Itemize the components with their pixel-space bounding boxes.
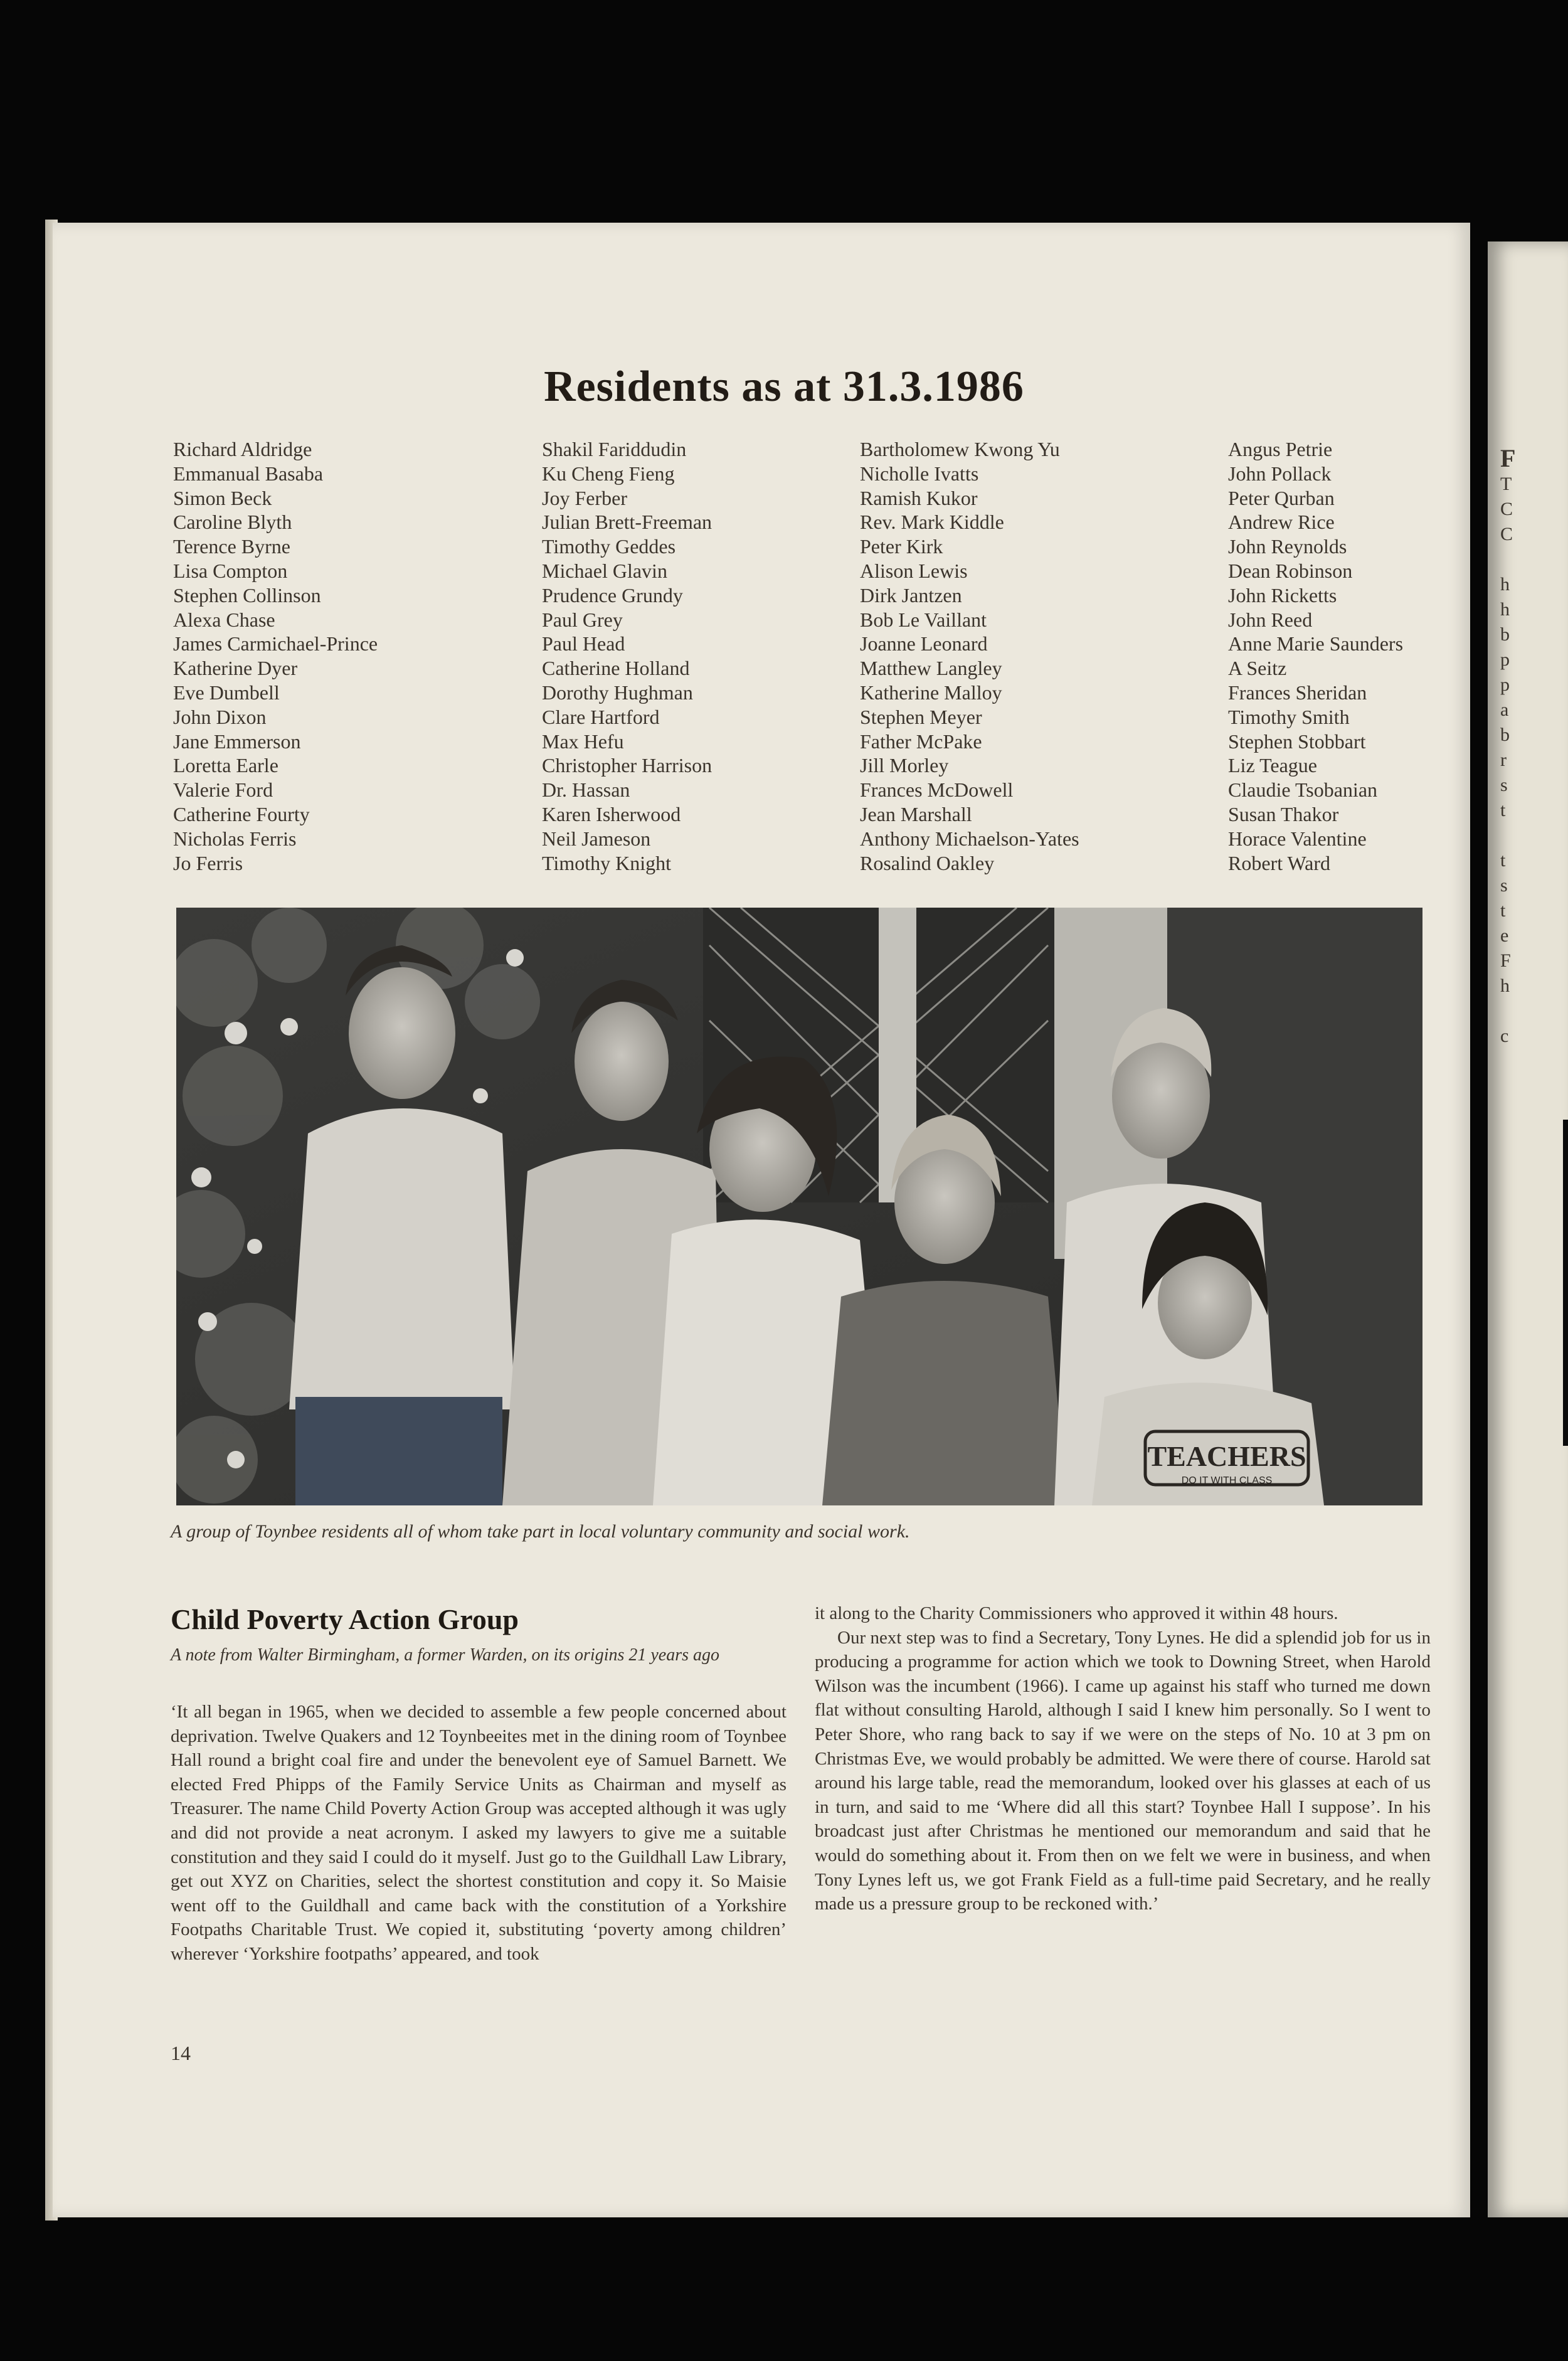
group-photo: [176, 908, 1422, 1505]
resident-name: Liz Teague: [1228, 754, 1317, 777]
resident-name: Catherine Fourty: [173, 802, 310, 825]
adjacent-page-letter: t: [1500, 900, 1506, 921]
resident-name: Alison Lewis: [860, 559, 968, 582]
adjacent-page-letter: b: [1500, 724, 1510, 745]
resident-name: Rev. Mark Kiddle: [860, 511, 1004, 534]
resident-name: Paul Grey: [542, 608, 623, 631]
resident-name: Dr. Hassan: [542, 778, 630, 802]
resident-name: Simon Beck: [173, 486, 272, 509]
adjacent-page-letter: e: [1500, 925, 1509, 946]
resident-name: Max Hefu: [542, 730, 624, 753]
resident-name: Peter Kirk: [860, 535, 943, 558]
resident-name: Robert Ward: [1228, 851, 1331, 874]
resident-name: Clare Hartford: [542, 705, 660, 728]
adjacent-page-letter: s: [1500, 775, 1508, 795]
page-title: Residents as at 31.3.1986: [544, 362, 1024, 411]
resident-name: Neil Jameson: [542, 827, 651, 850]
resident-name: Dean Robinson: [1228, 559, 1353, 582]
resident-name: John Reed: [1228, 608, 1313, 631]
article-column-2: [815, 1601, 1431, 1916]
adjacent-page-letter: s: [1500, 875, 1508, 896]
resident-name: John Dixon: [173, 705, 267, 728]
resident-name: Bob Le Vaillant: [860, 608, 987, 631]
resident-name: Karen Isherwood: [542, 802, 681, 825]
resident-name: Anthony Michaelson-Yates: [860, 827, 1079, 850]
adjacent-page-letter: b: [1500, 624, 1510, 645]
residents-column-1: [173, 437, 499, 875]
adjacent-page-letter: h: [1500, 599, 1510, 620]
adjacent-page-letter: p: [1500, 674, 1510, 695]
adjacent-page-letter: C: [1500, 524, 1513, 544]
resident-name: Richard Aldridge: [173, 438, 312, 460]
resident-name: Dorothy Hughman: [542, 681, 693, 704]
adjacent-page-letter: F: [1500, 950, 1511, 971]
resident-name: John Reynolds: [1228, 535, 1347, 558]
resident-name: Eve Dumbell: [173, 681, 280, 704]
resident-name: Nicholle Ivatts: [860, 462, 979, 485]
resident-name: Stephen Meyer: [860, 705, 982, 728]
resident-name: Frances Sheridan: [1228, 681, 1367, 704]
resident-name: Timothy Geddes: [542, 535, 676, 558]
resident-name: Andrew Rice: [1228, 511, 1335, 534]
adjacent-page-letter: r: [1500, 750, 1507, 770]
adjacent-page-letter: C: [1500, 499, 1513, 519]
resident-name: James Carmichael-Prince: [173, 632, 378, 655]
resident-name: Michael Glavin: [542, 559, 667, 582]
resident-name: Caroline Blyth: [173, 511, 292, 534]
article-subtitle: A note from Walter Birmingham, a former Warden, on its origins 21 years ago: [171, 1645, 720, 1665]
resident-name: Horace Valentine: [1228, 827, 1367, 850]
resident-name: Ramish Kukor: [860, 486, 978, 509]
photo-caption: A group of Toynbee residents all of whom take part in local voluntary community and social work.: [171, 1521, 910, 1542]
article-column-1: [171, 1700, 787, 1966]
shirt-print-text: TEACHERS: [1147, 1440, 1306, 1472]
resident-name: Paul Head: [542, 632, 625, 655]
resident-name: Frances McDowell: [860, 778, 1014, 802]
adjacent-page-letter: T: [1500, 474, 1512, 494]
residents-column-2: [542, 437, 868, 875]
resident-name: A Seitz: [1228, 657, 1287, 680]
resident-name: Anne Marie Saunders: [1228, 632, 1404, 655]
resident-name: Loretta Earle: [173, 754, 278, 777]
adjacent-page-letter: t: [1500, 800, 1506, 820]
resident-name: John Ricketts: [1228, 583, 1337, 607]
page-number: 14: [171, 2042, 191, 2064]
resident-name: Jo Ferris: [173, 851, 243, 874]
adjacent-page-letter: F: [1500, 444, 1516, 472]
adjacent-page-letter: h: [1500, 574, 1510, 595]
resident-name: Catherine Holland: [542, 657, 690, 680]
article-paragraph: Our next step was to find a Secretary, Tony Lynes. He did a splendid job for us in producing a programme for action which we took to Downing Street, when Harold Wilson was the incumbent (1966). I came up against his staff who turned me down flat without consulting Harold, although I said I knew him personally. So I went to Peter Shore, who rang back to say if we were on the steps of No. 10 at 3 pm on Christmas Eve, we would probably be admitted. We were there of course. Harold sat around his large table, read the memorandum, looked over his glasses at each of us in turn, and said to me ‘Where did all this start? Toynbee Hall I suppose’. In his broadcast just after Christmas he mentioned our memorandum and said that he would do something about it. From then on we felt we were in business, and when Tony Lynes left us, we got Frank Field as a full-time paid Secretary, and he really made us a pressure group to be reckoned with.’: [815, 1627, 1431, 1914]
article-paragraph: ‘It all began in 1965, when we decided to assemble a few people concerned about deprivation. Twelve Quakers and 12 Toynbeeites met in the dining room of Toynbee Hall round a bright coal fire and under the benevolent eye of Samuel Barnett. We elected Fred Phipps of the Family Service Units as Chairman and myself as Treasurer. The name Child Poverty Action Group was accepted although it was ugly and did not provide a neat acronym. I asked my lawyers to give me a suitable constitution and they said I could do it myself. Just go to the Guildhall Law Library, get out XYZ on Charities, select the shortest constitution and copy it. So Maisie went off to the Guildhall and came back with the constitution of a Yorkshire Footpaths Charitable Trust. We copied it, substituting ‘poverty among children’ wherever ‘Yorkshire footpaths’ appeared, and took: [171, 1702, 787, 1964]
resident-name: Jill Morley: [860, 754, 949, 777]
resident-name: Lisa Compton: [173, 559, 288, 582]
resident-name: Prudence Grundy: [542, 583, 683, 607]
resident-name: Father McPake: [860, 730, 982, 753]
residents-column-3: [860, 437, 1186, 875]
resident-name: Terence Byrne: [173, 535, 290, 558]
resident-name: Julian Brett-Freeman: [542, 511, 712, 534]
resident-name: Dirk Jantzen: [860, 583, 962, 607]
resident-name: Joy Ferber: [542, 486, 627, 509]
resident-name: Katherine Malloy: [860, 681, 1002, 704]
shirt-print-subtext: DO IT WITH CLASS: [1181, 1475, 1273, 1486]
resident-name: Valerie Ford: [173, 778, 273, 802]
resident-name: Joanne Leonard: [860, 632, 988, 655]
adjacent-page-letter: a: [1500, 699, 1509, 720]
residents-column-4: [1228, 437, 1554, 875]
resident-name: Stephen Collinson: [173, 583, 321, 607]
resident-name: Nicholas Ferris: [173, 827, 297, 850]
resident-name: Alexa Chase: [173, 608, 275, 631]
resident-name: John Pollack: [1228, 462, 1332, 485]
adjacent-page-letter: h: [1500, 975, 1510, 996]
resident-name: Bartholomew Kwong Yu: [860, 438, 1060, 460]
resident-name: Stephen Stobbart: [1228, 730, 1366, 753]
resident-name: Ku Cheng Fieng: [542, 462, 675, 485]
article-paragraph: it along to the Charity Commissioners who approved it within 48 hours.: [815, 1603, 1338, 1623]
article-title: Child Poverty Action Group: [171, 1603, 519, 1635]
adjacent-page-dark-band: [1563, 1120, 1568, 1446]
adjacent-page-letter: t: [1500, 850, 1506, 871]
resident-name: Peter Qurban: [1228, 486, 1335, 509]
resident-name: Claudie Tsobanian: [1228, 778, 1378, 802]
adjacent-page-letter: p: [1500, 649, 1510, 670]
resident-name: Emmanual Basaba: [173, 462, 324, 485]
adjacent-page-letter: c: [1500, 1026, 1509, 1046]
resident-name: Susan Thakor: [1228, 802, 1339, 825]
resident-name: Shakil Fariddudin: [542, 438, 687, 460]
resident-name: Matthew Langley: [860, 657, 1002, 680]
resident-name: Angus Petrie: [1228, 438, 1333, 460]
resident-name: Christopher Harrison: [542, 754, 712, 777]
resident-name: Jean Marshall: [860, 802, 972, 825]
resident-name: Katherine Dyer: [173, 657, 298, 680]
resident-name: Jane Emmerson: [173, 730, 301, 753]
resident-name: Timothy Smith: [1228, 705, 1350, 728]
resident-name: Timothy Knight: [542, 851, 671, 874]
resident-name: Rosalind Oakley: [860, 851, 995, 874]
